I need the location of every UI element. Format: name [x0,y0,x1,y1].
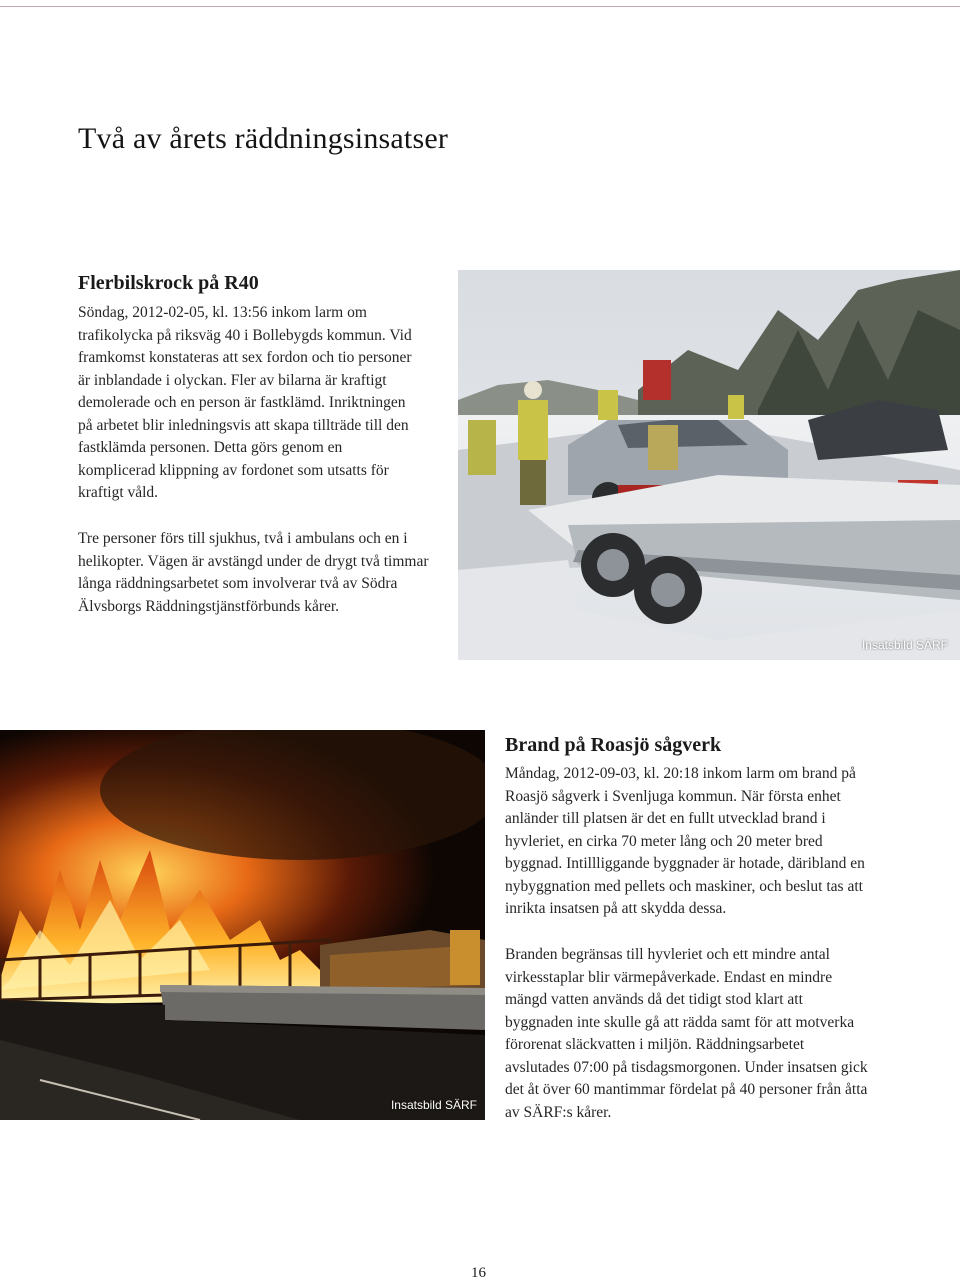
top-rule [0,6,960,7]
article1-paragraph1: Söndag, 2012-02-05, kl. 13:56 inkom larm om trafikolycka på riksväg 40 i Bollebygds kommun. Vid framkomst konstateras att sex fordon och tio personer är inblandade i olyckan. Fler av bilarna är kraftigt demolerade och en person är fastklämd. Inriktningen på arbetet blir inledningsvis att skapa tillträde till den fastklämda personen. Detta görs genom en komplicerad klippning av fordonet som utsatts för kraftigt våld. [78,304,412,501]
article1-heading: Flerbilskrock på R40 [78,272,259,294]
page-number: 16 [471,1265,486,1281]
crash-scene-photo [458,270,960,660]
article2-paragraph2: Branden begränsas till hyvleriet och ett mindre antal virkesstaplar blir värmepåverkade. Endast en mindre mängd vatten används då det tidigt stod klart att byggnaden inte skulle gå att rädda samt för att motverka förorenat släckvatten i miljön. Räddningsarbetet avslutades 07:00 på tisdagsmorgonen. Under insatsen gick det åt över 60 mantimmar fördelat på 40 personer från åtta av SÄRF:s kårer. [505,946,868,1121]
sawmill-fire-photo [0,730,485,1120]
article1-paragraph2: Tre personer förs till sjukhus, två i ambulans och en i helikopter. Vägen är avstängd under de drygt två timmar långa räddningsarbetet som involverar två av Södra Älvsborgs Räddningstjänstförbunds kårer. [78,530,429,615]
crash-photo-caption: Insatsbild SÄRF [861,638,948,652]
fire-photo-caption: Insatsbild SÄRF [390,1098,477,1112]
page-title: Två av årets räddningsinsatser [78,122,449,155]
article2-heading: Brand på Roasjö sågverk [505,734,722,756]
article2-paragraph1: Måndag, 2012-09-03, kl. 20:18 inkom larm om brand på Roasjö sågverk i Svenljuga kommun. När första enhet anländer till platsen är det en fullt utvecklad brand i hyvleriet, en cirka 70 meter lång och 20 meter bred byggnad. Intillliggande byggnader är hotade, däribland en nybyggnation med pellets och maskiner, och beslut tas att inrikta insatsen på att skydda dessa. [505,765,865,917]
